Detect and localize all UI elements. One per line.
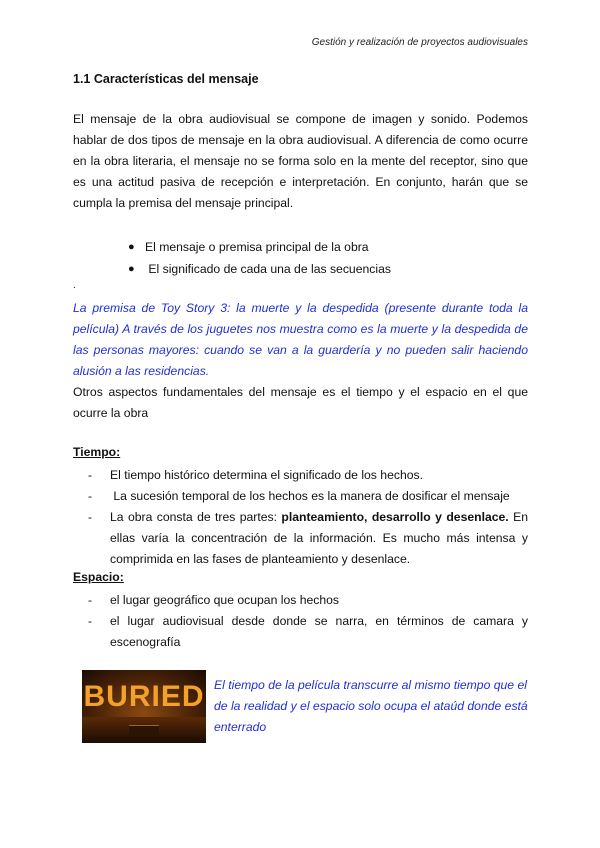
section-heading: 1.1 Características del mensaje [73, 72, 259, 86]
page-header: Gestión y realización de proyectos audiovisuales [311, 37, 528, 48]
bullet-icon: ● [128, 263, 135, 275]
poster-caption: El tiempo de la película transcurre al mismo tiempo que el de la realidad y el espacio solo ocupa el ataúd donde está enterrado [214, 678, 528, 734]
tiempo-title: Tiempo: [73, 445, 121, 459]
bullet-text: El mensaje o premisa principal de la obra [145, 240, 369, 254]
dash-marker: - [88, 489, 93, 503]
dash-marker: - [88, 510, 93, 524]
list-item [88, 590, 528, 611]
list-item [128, 258, 391, 280]
item-text-pre: La obra consta de tres partes: [110, 510, 282, 524]
list-item-text [110, 507, 528, 570]
bullet-icon: ● [128, 241, 135, 253]
toy-story-note: La premisa de Toy Story 3: la muerte y la despedida (presente durante toda la película) A través de los juguetes nos muestra como es la muerte y la despedida de las personas mayores: cuando se van a la guardería y no pueden salir haciendo alusión a las residencias. [73, 301, 528, 378]
buried-poster-image [82, 670, 206, 743]
poster-title: BURIED [83, 680, 205, 713]
list-item-text: El tiempo histórico determina el significado de los hechos. [110, 468, 423, 482]
list-item [88, 486, 528, 507]
stray-dot: . [73, 280, 76, 291]
dash-marker: - [88, 468, 93, 482]
item-text-post: En ellas varía la concentración de la información. Es mucho más intensa y comprimida en las fases de planteamiento y desenlace. [110, 510, 528, 566]
intro-paragraph: El mensaje de la obra audiovisual se compone de imagen y sonido. Podemos hablar de dos tipos de mensaje en la obra audiovisual. A diferencia de como ocurre en la obra literaria, el mensaje no se forma solo en la mente del receptor, sino que es una actitud pasiva de recepción e interpretación. En conjunto, harán que se cumpla la premisa del mensaje principal. [73, 112, 528, 210]
bullet-list [128, 236, 391, 280]
dash-marker: - [88, 614, 93, 628]
tiempo-list [88, 465, 528, 570]
dash-marker: - [88, 593, 93, 607]
list-item-text: el lugar geográfico que ocupan los hechos [110, 593, 340, 607]
otros-paragraph: Otros aspectos fundamentales del mensaje es el tiempo y el espacio en el que ocurre la obra [73, 385, 528, 420]
list-item-text: La sucesión temporal de los hechos es la manera de dosificar el mensaje [110, 489, 510, 503]
bullet-text: El significado de cada una de las secuencias [145, 262, 391, 276]
list-item [88, 465, 528, 486]
item-text-bold: planteamiento, desarrollo y desenlace. [281, 510, 509, 524]
espacio-list [88, 590, 528, 653]
coffin-shape [129, 725, 159, 735]
list-item [88, 507, 528, 570]
list-item [128, 236, 391, 258]
list-item [88, 611, 528, 653]
list-item-text: el lugar audiovisual desde donde se narra, en términos de camara y escenografía [110, 614, 528, 649]
espacio-title: Espacio: [73, 570, 124, 584]
